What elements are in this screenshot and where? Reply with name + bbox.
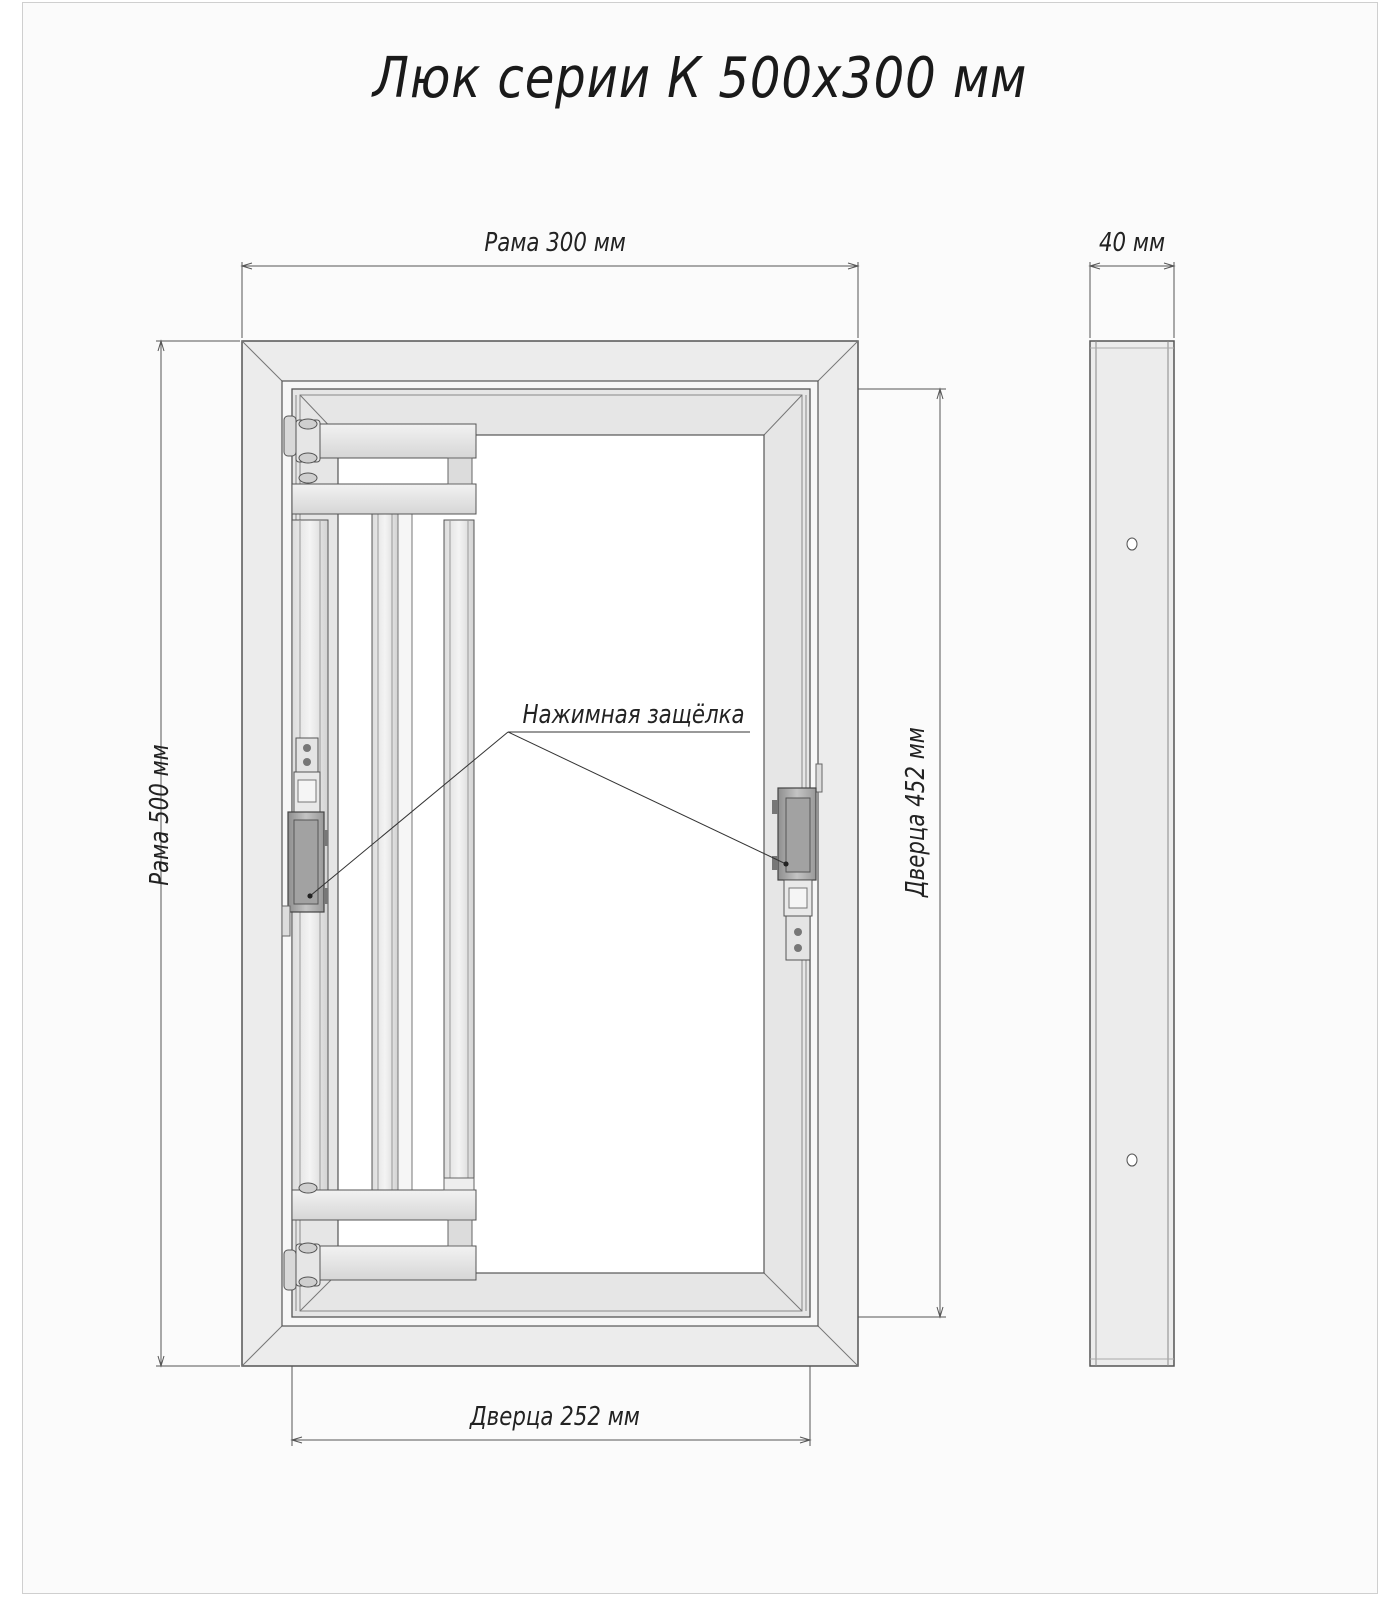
door-height-label: Дверца 452 мм	[901, 727, 931, 897]
dim-depth	[1090, 262, 1174, 338]
door-panel	[292, 389, 810, 1317]
frame-height-label: Рама 500 мм	[145, 744, 175, 886]
latch-callout-label: Нажимная защёлка	[522, 700, 745, 730]
door-width-label: Дверца 252 мм	[470, 1402, 640, 1432]
dim-frame-width	[242, 262, 858, 338]
frame-width-label: Рама 300 мм	[484, 228, 626, 258]
drawing-title: Люк серии К 500х300 мм	[372, 46, 1028, 111]
side-profile	[1090, 341, 1174, 1366]
depth-label: 40 мм	[1098, 228, 1166, 258]
